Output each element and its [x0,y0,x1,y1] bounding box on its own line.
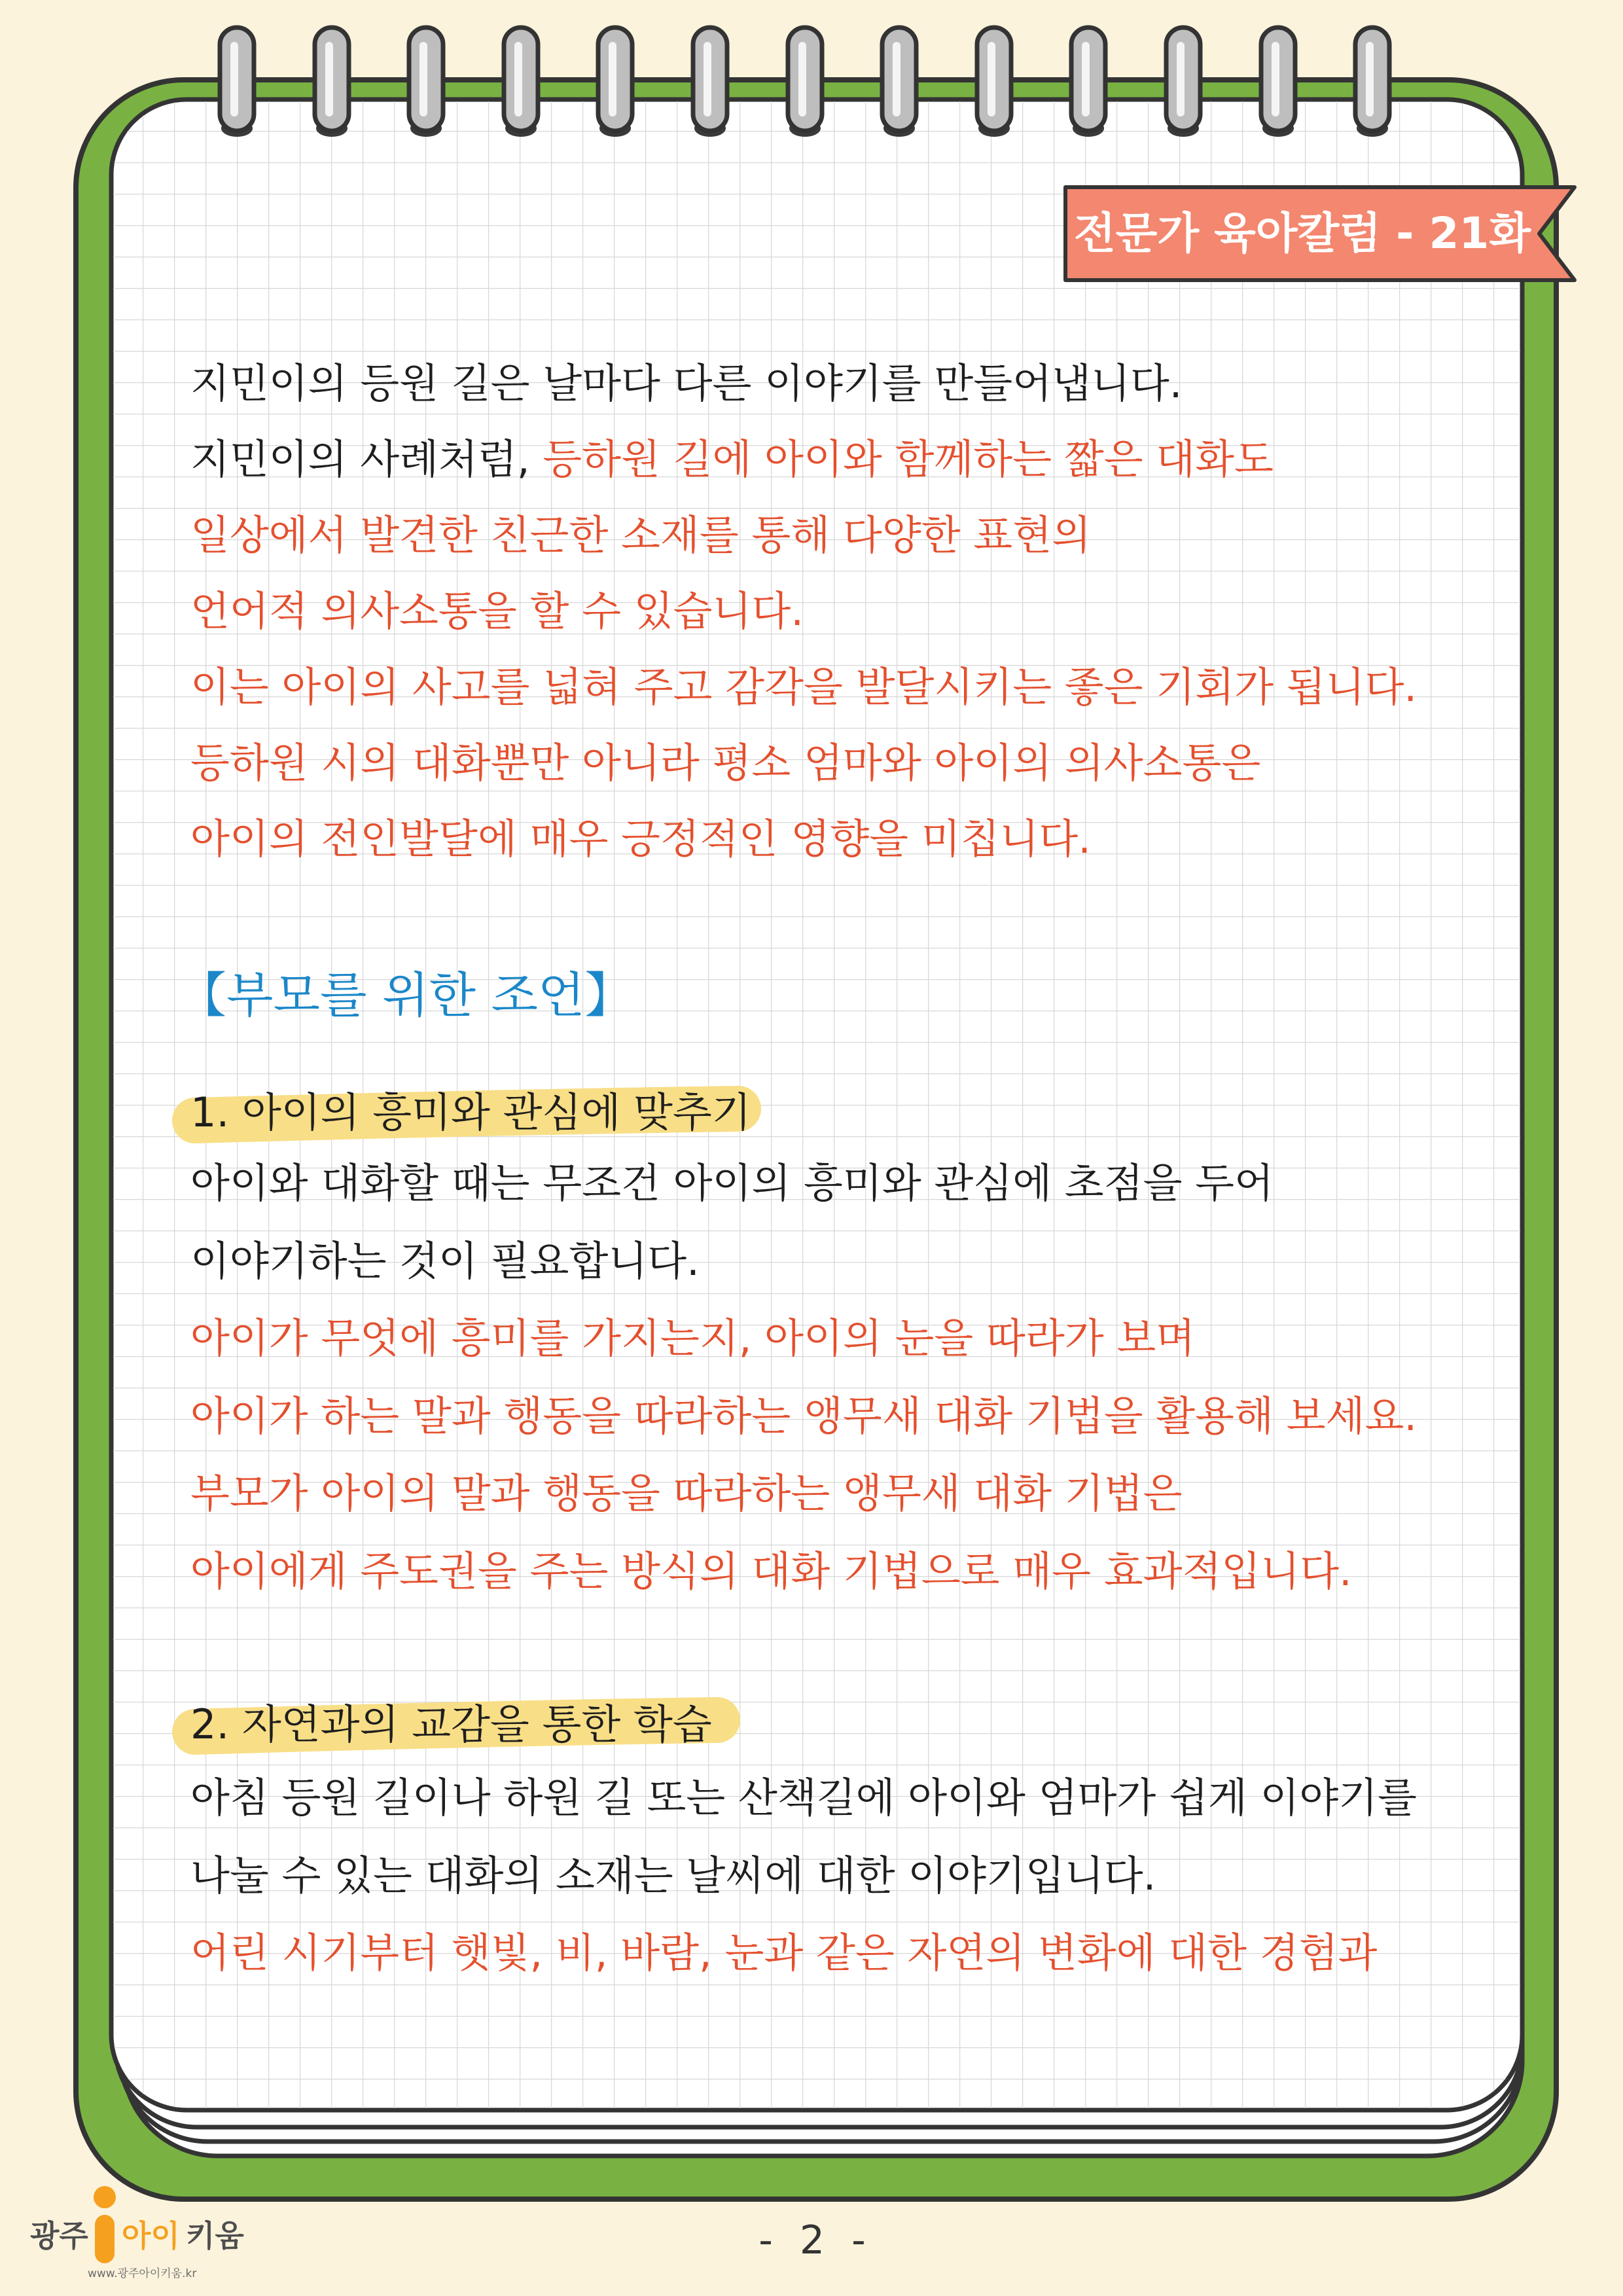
intro-text: 지민이의 등원 길은 날마다 다른 이야기를 만들어냅니다. [190,359,1183,407]
tip-emphasis-line: 아이가 무엇에 흥미를 가지는지, 아이의 눈을 따라가 보며 [190,1314,1196,1362]
spiral-ring [504,27,538,137]
spiral-ring [882,27,916,137]
intro-emphasis-text: 일상에서 발견한 친근한 소재를 통해 다양한 표현의 [190,511,1091,559]
tip-emphasis-line: 부모가 아이의 말과 행동을 따라하는 앵무새 대화 기법은 [190,1469,1183,1517]
tip-line: 아이와 대화할 때는 무조건 아이의 흥미와 관심에 초점을 두어 [190,1159,1274,1207]
spiral-ring [315,27,349,137]
spiral-ring [1071,27,1105,137]
intro-emphasis-text: 언어적 의사소통을 할 수 있습니다. [190,587,804,635]
spiral-ring [693,27,727,137]
tip-body [190,1145,1417,1610]
spiral-ring [1355,27,1389,137]
intro-emphasis-text: 등하원 길에 아이와 함께하는 짧은 대화도 [543,435,1274,483]
tip-emphasis-line: 어린 시기부터 햇빛, 비, 바람, 눈과 같은 자연의 변화에 대한 경험과 [190,1929,1378,1977]
spiral-ring [409,27,443,137]
intro-line [190,649,1417,725]
logo-region-text: 광주 [30,2218,88,2253]
intro-paragraph [190,346,1417,877]
page-number: - 2 - [758,2217,866,2263]
tip-title: 2. 자연과의 교감을 통한 학습 [190,1700,712,1748]
logo-figure-body [95,2215,115,2263]
intro-line [190,573,1417,649]
section-heading: 【부모를 위한 조언】 [178,967,633,1024]
spiral-ring [977,27,1011,137]
logo-figure-head [94,2186,116,2208]
logo-accent-text: 아이 [122,2218,180,2253]
tip-line: 이야기하는 것이 필요합니다. [190,1236,700,1285]
spiral-ring [788,27,822,137]
intro-emphasis-text: 이는 아이의 사고를 넓혀 주고 감각을 발달시키는 좋은 기회가 됩니다. [190,663,1418,711]
tip-title: 1. 아이의 흥미와 관심에 맞추기 [190,1088,751,1136]
tip-emphasis-line: 아이에게 주도권을 주는 방식의 대화 기법으로 매우 효과적입니다. [190,1547,1352,1595]
spiral-ring [1166,27,1200,137]
logo-brand-text: 키움 [186,2218,244,2253]
tip-emphasis-line: 아이가 하는 말과 행동을 따라하는 앵무새 대화 기법을 활용해 보세요. [190,1391,1418,1440]
intro-emphasis-text: 아이의 전인발달에 매우 긍정적인 영향을 미칩니다. [190,815,1091,863]
intro-text: 지민이의 사례처럼, [190,435,543,483]
intro-emphasis-text: 등하원 시의 대화뿐만 아니라 평소 엄마와 아이의 의사소통은 [190,739,1261,787]
tip-body [190,1759,1417,1992]
intro-line [190,497,1417,573]
intro-line [190,346,1417,422]
intro-line [190,422,1417,497]
spiral-ring [220,27,254,137]
tip-line: 아침 등원 길이나 하원 길 또는 산책길에 아이와 엄마가 쉽게 이야기를 [190,1774,1418,1821]
banner-title: 전문가 육아칼럼 - 21화 [1073,208,1531,259]
tip-line: 나눌 수 있는 대화의 소재는 날씨에 대한 이야기입니다. [190,1851,1156,1899]
spiral-ring [598,27,632,137]
child-figure-icon [94,2186,116,2263]
intro-line [190,725,1417,801]
intro-line [190,801,1417,877]
logo-url-text: www.광주아이키움.kr [88,2267,197,2280]
spiral-ring [1261,27,1295,137]
